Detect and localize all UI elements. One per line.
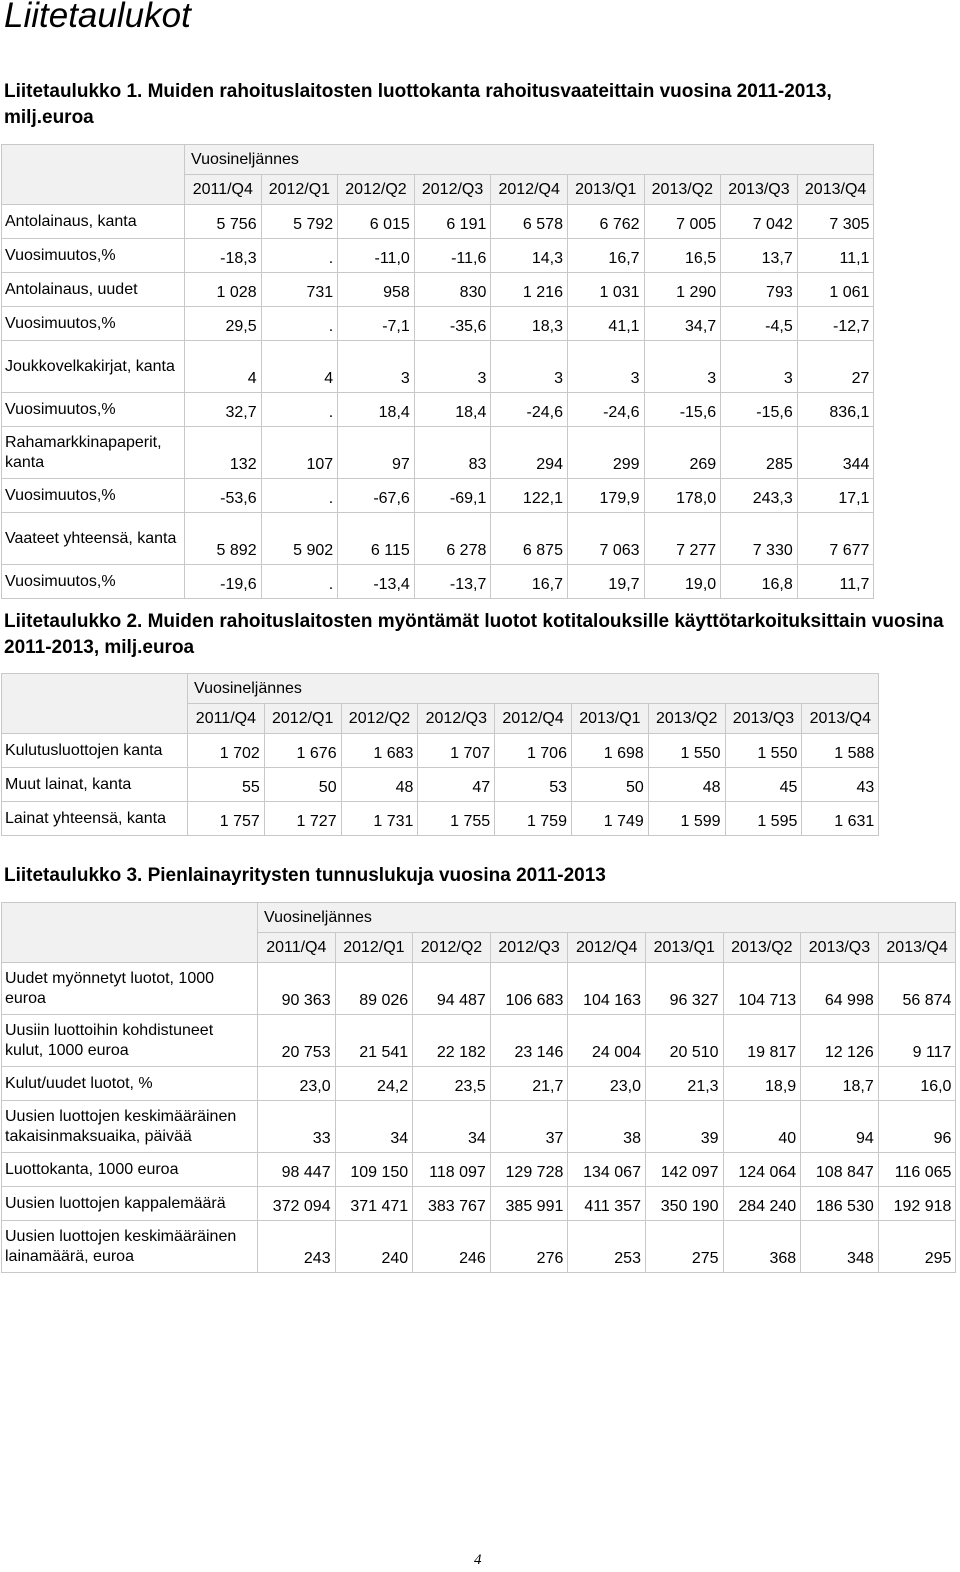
table-row [2,1101,956,1153]
period-header: 2013/Q2 [723,933,801,963]
table-cell: . [261,239,338,273]
table-cell: 243 [258,1221,336,1273]
table-cell: -67,6 [338,479,415,513]
table-cell: 18,9 [723,1067,801,1101]
table-cell: 16,0 [878,1067,956,1101]
table-cell: 118 097 [413,1153,491,1187]
row-label: Antolainaus, kanta [2,205,185,239]
table-cell: 7 677 [797,513,874,565]
row-label: Muut lainat, kanta [2,768,188,802]
row-label: Uudet myönnetyt luotot, 1000 euroa [2,963,258,1015]
table-cell: 958 [338,273,415,307]
table-cell: 43 [802,768,879,802]
table-cell: 129 728 [490,1153,568,1187]
row-label: Joukkovelkakirjat, kanta [2,341,185,393]
table-cell: 1 755 [418,802,495,836]
table-cell: 132 [185,427,262,479]
table-cell: -24,6 [567,393,644,427]
table-cell: 47 [418,768,495,802]
table-cell: 32,7 [185,393,262,427]
table-row [2,393,874,427]
table-cell: 34,7 [644,307,721,341]
table-cell: 1 683 [341,734,418,768]
table-cell: -24,6 [491,393,568,427]
table-cell: 4 [261,341,338,393]
table-cell: 34 [413,1101,491,1153]
table-cell: 96 327 [645,963,723,1015]
table-cell: 3 [414,341,491,393]
table-cell: 7 005 [644,205,721,239]
table-cell: 109 150 [335,1153,413,1187]
header-corner [2,674,188,734]
table-cell: 1 290 [644,273,721,307]
table-cell: 383 767 [413,1187,491,1221]
table-cell: 7 063 [567,513,644,565]
header-group-row [2,903,956,933]
table-row [2,802,879,836]
table-row [2,1187,956,1221]
row-label: Uusien luottojen kappalemäärä [2,1187,258,1221]
period-header: 2012/Q3 [490,933,568,963]
table-cell: 269 [644,427,721,479]
table-cell: -7,1 [338,307,415,341]
table-cell: 16,7 [567,239,644,273]
row-label: Vuosimuutos,% [2,393,185,427]
header-corner [2,903,258,963]
table-cell: 33 [258,1101,336,1153]
table-cell: 186 530 [801,1187,879,1221]
table-cell: 1 595 [725,802,802,836]
period-header: 2012/Q2 [413,933,491,963]
period-group-label: Vuosineljännes [185,145,874,175]
table-row [2,341,874,393]
table-cell: 50 [571,768,648,802]
table-row [2,513,874,565]
table-cell: 243,3 [721,479,798,513]
table-cell: 368 [723,1221,801,1273]
table-cell: 22 182 [413,1015,491,1067]
table-cell: -13,4 [338,565,415,599]
table-cell: 285 [721,427,798,479]
row-label: Vuosimuutos,% [2,565,185,599]
table-row [2,1015,956,1067]
table-cell: 1 028 [185,273,262,307]
period-header: 2013/Q3 [725,704,802,734]
table-row [2,565,874,599]
table-cell: 179,9 [567,479,644,513]
table-cell: 411 357 [568,1187,646,1221]
row-label: Kulutusluottojen kanta [2,734,188,768]
table-cell: 1 702 [188,734,265,768]
table-cell: 348 [801,1221,879,1273]
table-cell: 284 240 [723,1187,801,1221]
table-cell: 5 892 [185,513,262,565]
table-cell: 3 [491,341,568,393]
table-cell: 16,8 [721,565,798,599]
table-cell: -13,7 [414,565,491,599]
page-title: Liitetaulukot [4,0,191,35]
table2 [1,673,879,836]
table-row [2,1067,956,1101]
table-cell: 372 094 [258,1187,336,1221]
table-cell: 37 [490,1101,568,1153]
table-cell: 89 026 [335,963,413,1015]
table-row [2,1153,956,1187]
table-cell: 1 676 [264,734,341,768]
table-cell: 385 991 [490,1187,568,1221]
table-cell: 1 698 [571,734,648,768]
table-cell: 134 067 [568,1153,646,1187]
row-label: Vaateet yhteensä, kanta [2,513,185,565]
row-label: Uusien luottojen keskimääräinen takaisinmaksuaika, päivää [2,1101,258,1153]
table-cell: 20 510 [645,1015,723,1067]
table-cell: 83 [414,427,491,479]
period-header: 2012/Q4 [491,175,568,205]
table-cell: 48 [341,768,418,802]
table2-title: Liitetaulukko 2. Muiden rahoituslaitosten myöntämät luotot kotitalouksille käyttötarkoituksittain vuosina 2011-2013, milj.euroa [4,611,944,658]
table-cell: 1 550 [725,734,802,768]
table-cell: 3 [567,341,644,393]
table-cell: 122,1 [491,479,568,513]
period-header: 2012/Q3 [414,175,491,205]
table1 [1,144,874,599]
table-row [2,734,879,768]
table-cell: 16,5 [644,239,721,273]
table-cell: 6 115 [338,513,415,565]
table-cell: -35,6 [414,307,491,341]
table-cell: 6 875 [491,513,568,565]
table-row [2,205,874,239]
table-cell: 1 031 [567,273,644,307]
table-row [2,768,879,802]
table-cell: 104 163 [568,963,646,1015]
period-header: 2011/Q4 [258,933,336,963]
table-cell: 41,1 [567,307,644,341]
table-cell: 3 [644,341,721,393]
table-cell: -53,6 [185,479,262,513]
period-group-label: Vuosineljännes [258,903,956,933]
table-cell: 24,2 [335,1067,413,1101]
table-cell: 9 117 [878,1015,956,1067]
table-cell: 24 004 [568,1015,646,1067]
table-cell: 124 064 [723,1153,801,1187]
table-row [2,963,956,1015]
period-header: 2013/Q4 [797,175,874,205]
table-cell: 18,3 [491,307,568,341]
table-cell: 830 [414,273,491,307]
period-header: 2013/Q4 [878,933,956,963]
table-cell: 178,0 [644,479,721,513]
period-header: 2013/Q1 [645,933,723,963]
table-cell: 19 817 [723,1015,801,1067]
header-group-row [2,674,879,704]
table-cell: 1 216 [491,273,568,307]
table-cell: 731 [261,273,338,307]
row-label: Vuosimuutos,% [2,307,185,341]
table-cell: 18,7 [801,1067,879,1101]
table-cell: 98 447 [258,1153,336,1187]
table-cell: -4,5 [721,307,798,341]
table-cell: 19,7 [567,565,644,599]
period-header: 2013/Q1 [571,704,648,734]
table-cell: 6 578 [491,205,568,239]
header-corner [2,145,185,205]
table-cell: 5 756 [185,205,262,239]
header-group-row [2,145,874,175]
table-cell: 4 [185,341,262,393]
table-cell: 7 305 [797,205,874,239]
row-label: Luottokanta, 1000 euroa [2,1153,258,1187]
table-cell: 299 [567,427,644,479]
table-row [2,1221,956,1273]
row-label: Lainat yhteensä, kanta [2,802,188,836]
table-cell: 94 [801,1101,879,1153]
table-cell: 34 [335,1101,413,1153]
table-cell: 39 [645,1101,723,1153]
table-cell: . [261,479,338,513]
period-header: 2012/Q2 [341,704,418,734]
table-cell: 23,5 [413,1067,491,1101]
table-cell: 275 [645,1221,723,1273]
table-cell: . [261,393,338,427]
table-cell: 371 471 [335,1187,413,1221]
period-header: 2012/Q4 [568,933,646,963]
table-cell: 1 727 [264,802,341,836]
table-cell: 27 [797,341,874,393]
table-cell: 350 190 [645,1187,723,1221]
table-cell: 3 [721,341,798,393]
table-cell: . [261,565,338,599]
table-cell: 294 [491,427,568,479]
table-cell: 19,0 [644,565,721,599]
table-cell: 1 707 [418,734,495,768]
table-cell: 6 191 [414,205,491,239]
table-cell: 48 [648,768,725,802]
table-cell: 142 097 [645,1153,723,1187]
table-cell: 50 [264,768,341,802]
table-cell: 344 [797,427,874,479]
table-cell: 56 874 [878,963,956,1015]
table-cell: -18,3 [185,239,262,273]
table-cell: 6 762 [567,205,644,239]
table-cell: 116 065 [878,1153,956,1187]
row-label: Vuosimuutos,% [2,479,185,513]
table-cell: 1 706 [495,734,572,768]
table-cell: . [261,307,338,341]
table-cell: 246 [413,1221,491,1273]
table-cell: -11,0 [338,239,415,273]
table-cell: 11,1 [797,239,874,273]
table-cell: 6 015 [338,205,415,239]
table-cell: 108 847 [801,1153,879,1187]
row-label: Uusien luottojen keskimääräinen lainamäärä, euroa [2,1221,258,1273]
table-cell: 7 042 [721,205,798,239]
table-cell: 45 [725,768,802,802]
period-header: 2012/Q2 [338,175,415,205]
table-cell: 21,3 [645,1067,723,1101]
table-cell: 1 759 [495,802,572,836]
table-cell: 23,0 [568,1067,646,1101]
table-cell: 793 [721,273,798,307]
table-cell: 5 792 [261,205,338,239]
table-cell: -12,7 [797,307,874,341]
table-cell: 64 998 [801,963,879,1015]
table1-title: Liitetaulukko 1. Muiden rahoituslaitosten luottokanta rahoitusvaateittain vuosina 2011-2013, milj.euroa [4,81,832,128]
table-cell: 104 713 [723,963,801,1015]
row-label: Vuosimuutos,% [2,239,185,273]
table-cell: 14,3 [491,239,568,273]
period-header: 2013/Q3 [801,933,879,963]
table-cell: 17,1 [797,479,874,513]
period-header: 2012/Q4 [495,704,572,734]
period-header: 2013/Q3 [721,175,798,205]
period-header: 2011/Q4 [185,175,262,205]
table-row [2,479,874,513]
table-cell: 1 599 [648,802,725,836]
table-cell: 20 753 [258,1015,336,1067]
table-row [2,273,874,307]
period-header: 2013/Q4 [802,704,879,734]
table-cell: 5 902 [261,513,338,565]
table-cell: 23,0 [258,1067,336,1101]
table-cell: 7 277 [644,513,721,565]
period-header: 2012/Q3 [418,704,495,734]
table-cell: 96 [878,1101,956,1153]
table-cell: 90 363 [258,963,336,1015]
table-cell: 40 [723,1101,801,1153]
table-cell: 18,4 [414,393,491,427]
table-cell: 253 [568,1221,646,1273]
table-cell: 7 330 [721,513,798,565]
table-cell: 1 588 [802,734,879,768]
table-cell: 6 278 [414,513,491,565]
table-cell: 836,1 [797,393,874,427]
period-header: 2013/Q2 [648,704,725,734]
row-label: Kulut/uudet luotot, % [2,1067,258,1101]
table3-title: Liitetaulukko 3. Pienlainayritysten tunnuslukuja vuosina 2011-2013 [4,865,606,886]
table-cell: 106 683 [490,963,568,1015]
table-cell: 1 731 [341,802,418,836]
table-cell: 97 [338,427,415,479]
period-header: 2011/Q4 [188,704,265,734]
table-cell: 1 550 [648,734,725,768]
table-cell: 38 [568,1101,646,1153]
row-label: Uusiin luottoihin kohdistuneet kulut, 1000 euroa [2,1015,258,1067]
page-number: 4 [474,1552,482,1568]
table-cell: 21,7 [490,1067,568,1101]
table-cell: 11,7 [797,565,874,599]
table-cell: 3 [338,341,415,393]
table-cell: -15,6 [721,393,798,427]
table-cell: 13,7 [721,239,798,273]
table-cell: 192 918 [878,1187,956,1221]
row-label: Rahamarkkinapaperit, kanta [2,427,185,479]
table-cell: 21 541 [335,1015,413,1067]
table-cell: 94 487 [413,963,491,1015]
table-cell: 276 [490,1221,568,1273]
table-cell: 1 749 [571,802,648,836]
table-cell: 18,4 [338,393,415,427]
table-row [2,307,874,341]
period-header: 2013/Q1 [567,175,644,205]
table-row [2,427,874,479]
period-header: 2012/Q1 [264,704,341,734]
table-cell: 55 [188,768,265,802]
table-cell: -15,6 [644,393,721,427]
table-cell: 29,5 [185,307,262,341]
table-cell: 295 [878,1221,956,1273]
table-cell: 1 757 [188,802,265,836]
table-cell: 1 061 [797,273,874,307]
period-group-label: Vuosineljännes [188,674,879,704]
row-label: Antolainaus, uudet [2,273,185,307]
period-header: 2012/Q1 [335,933,413,963]
table-cell: 16,7 [491,565,568,599]
table-cell: 240 [335,1221,413,1273]
period-header: 2012/Q1 [261,175,338,205]
table3 [1,902,956,1273]
table-cell: 107 [261,427,338,479]
table-cell: -69,1 [414,479,491,513]
table-cell: 53 [495,768,572,802]
table-row [2,239,874,273]
table-cell: 1 631 [802,802,879,836]
table-cell: 12 126 [801,1015,879,1067]
table-cell: 23 146 [490,1015,568,1067]
table-cell: -11,6 [414,239,491,273]
period-header: 2013/Q2 [644,175,721,205]
table-cell: -19,6 [185,565,262,599]
